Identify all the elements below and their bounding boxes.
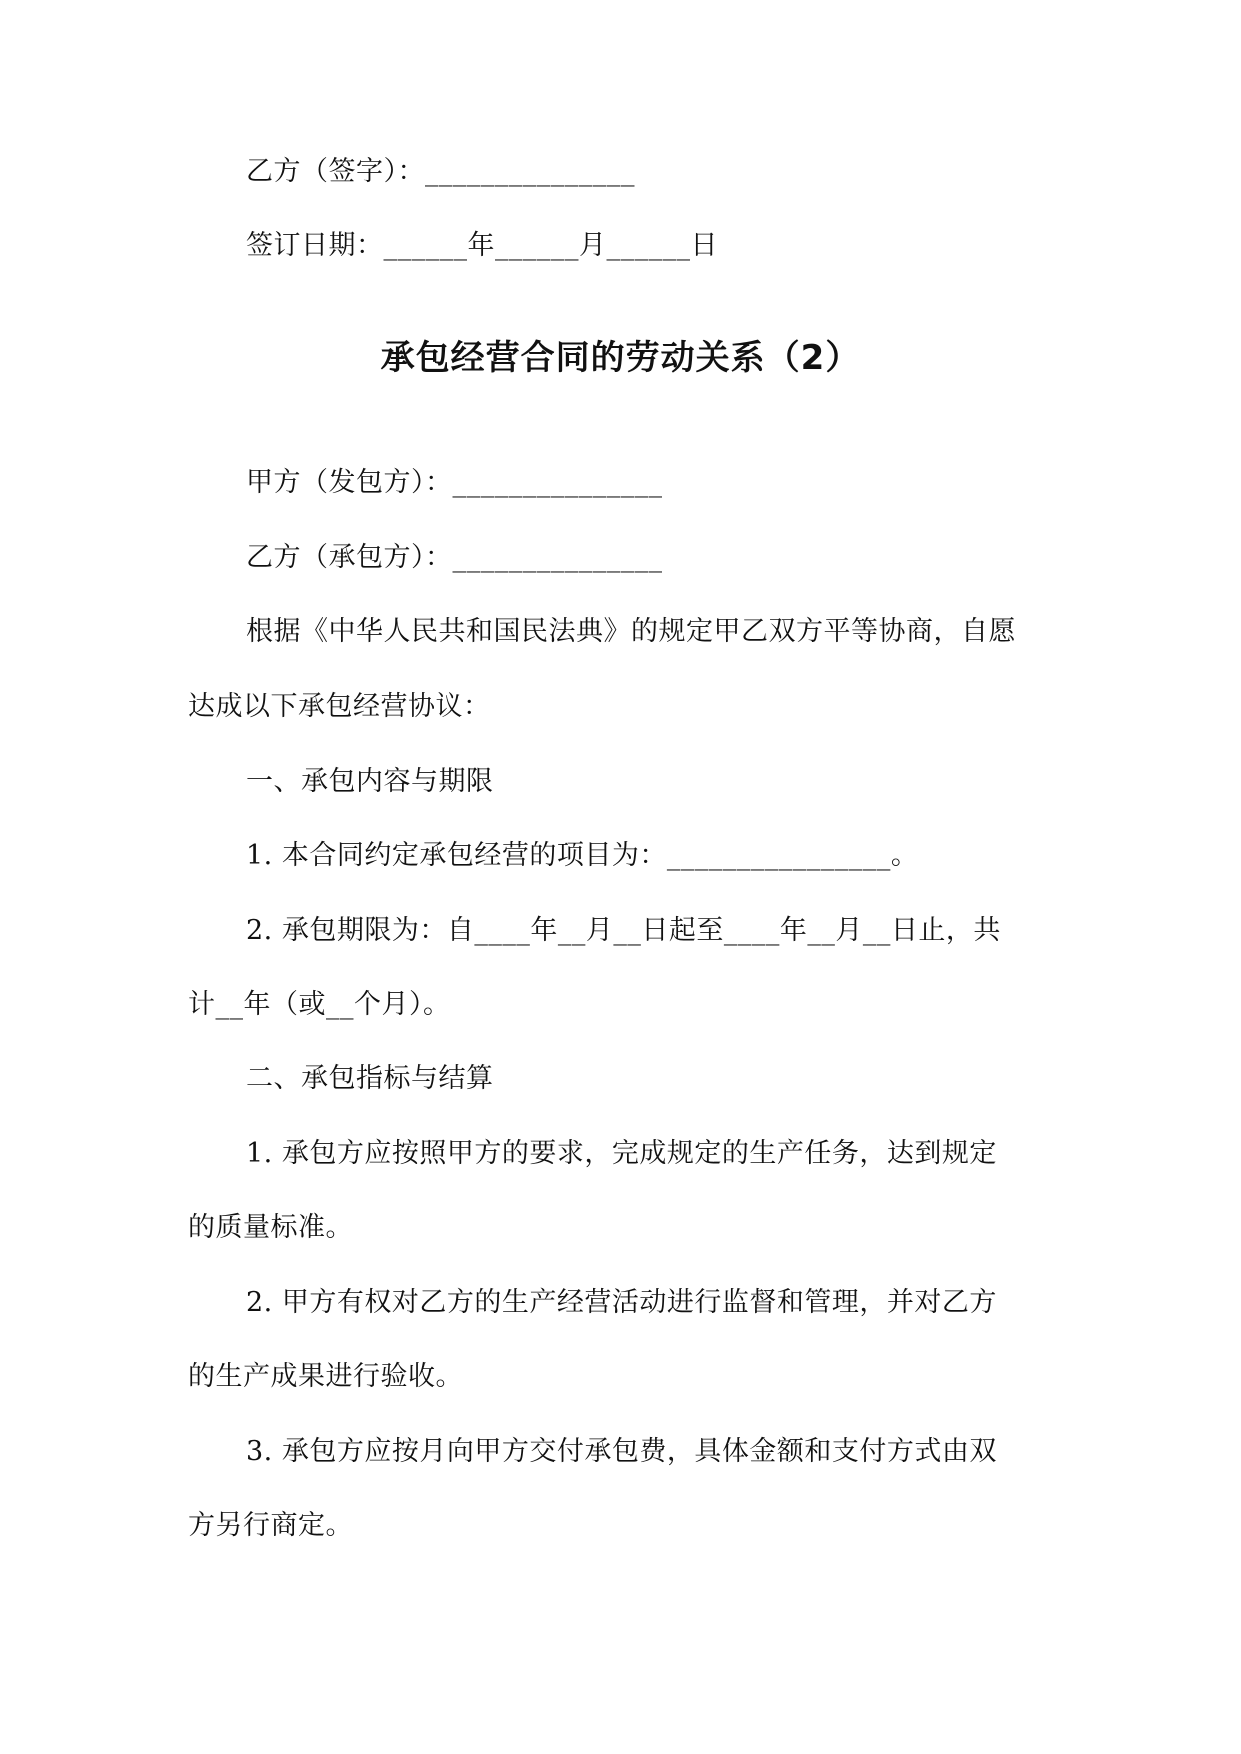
section-2-item-2-line-1: 2. 甲方有权对乙方的生产经营活动进行监督和管理，并对乙方 [246, 1287, 997, 1318]
party-b-signature-line: 乙方（签字）：_______________ [246, 156, 635, 187]
section-2-item-1-line-1: 1. 承包方应按照甲方的要求，完成规定的生产任务，达到规定 [246, 1138, 997, 1169]
intro-line-2: 达成以下承包经营协议： [188, 691, 491, 722]
section-2-item-2-line-2: 的生产成果进行验收。 [188, 1361, 463, 1392]
document-title: 承包经营合同的劳动关系（2） [380, 338, 861, 378]
section-1-item-2-line-2: 计__年（或__个月）。 [188, 989, 451, 1020]
section-2-heading: 二、承包指标与结算 [246, 1063, 494, 1094]
intro-line-1: 根据《中华人民共和国民法典》的规定甲乙双方平等协商，自愿 [246, 616, 1016, 647]
section-1-heading: 一、承包内容与期限 [246, 766, 494, 797]
section-2-item-3-line-2: 方另行商定。 [188, 1510, 353, 1541]
section-1-item-1: 1. 本合同约定承包经营的项目为：________________。 [246, 840, 919, 871]
section-1-item-2-line-1: 2. 承包期限为：自____年__月__日起至____年__月__日止，共 [246, 915, 1001, 946]
section-2-item-1-line-2: 的质量标准。 [188, 1212, 353, 1243]
section-2-item-3-line-1: 3. 承包方应按月向甲方交付承包费，具体金额和支付方式由双 [246, 1436, 997, 1467]
sign-date-line: 签订日期：______年______月______日 [246, 230, 718, 261]
party-a-line: 甲方（发包方）：_______________ [246, 467, 663, 498]
party-b-line: 乙方（承包方）：_______________ [246, 542, 663, 573]
